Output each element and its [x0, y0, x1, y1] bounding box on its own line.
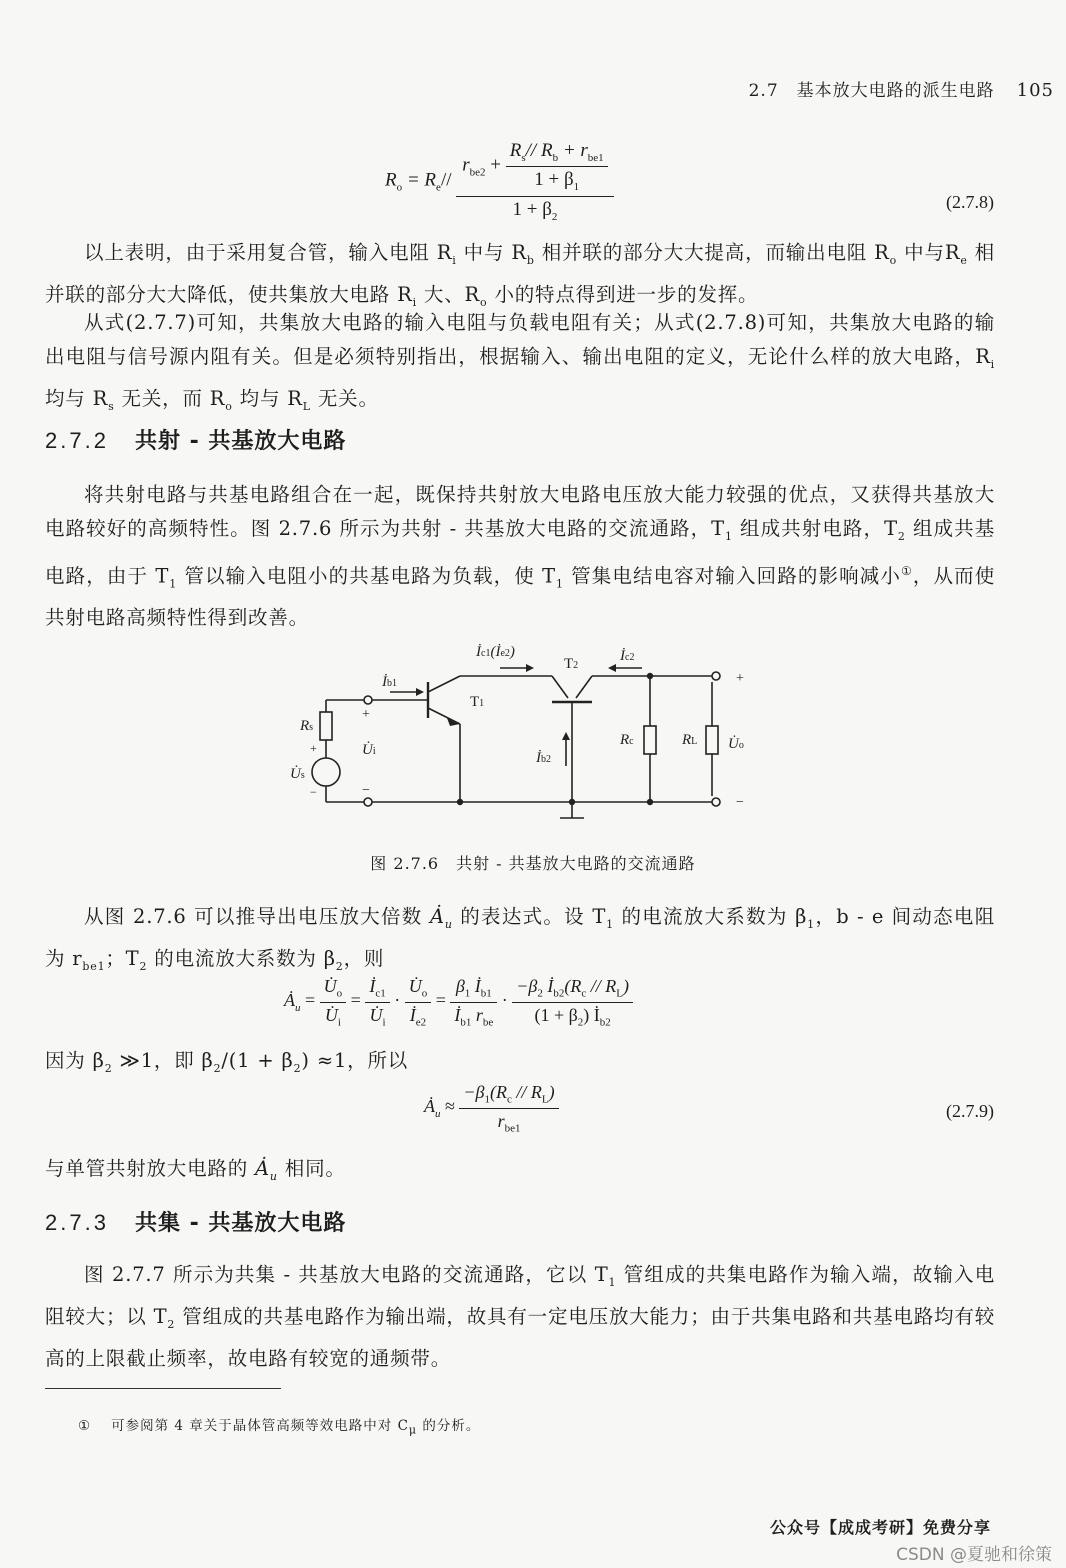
rl-label: RL: [682, 732, 698, 748]
equation-2-7-9: $Ȧ_u$ ≈ $\frac{-\beta_1(R_c // R_L)}{r_{be1}}$: [424, 1082, 559, 1134]
uo-plus: +: [736, 671, 744, 686]
ib1-label: İb1: [382, 674, 397, 690]
watermark-csdn: CSDN @夏驰和徐策: [896, 1545, 1052, 1565]
us-label: U̇s: [290, 766, 305, 782]
watermark-wechat: 公众号【成成考研】免费分享: [770, 1518, 992, 1537]
us-source: [312, 758, 340, 786]
ui-plus: +: [362, 707, 370, 722]
circuit-diagram: [290, 630, 770, 830]
us-minus: −: [310, 785, 317, 799]
paragraph-3: 将共射电路与共基电路组合在一起，既保持共射放大电路电压放大能力较强的优点，又获得共基放大电路较好的高频特性。图 2.7.6 所示为共射 - 共基放大电路的交流通路，$T_1$ 组成共射电路，$T_2$ 组成共基电路，由于 $T_1$ 管以输入电阻小的共基电路为负载，使 $T_1$ 管集电结电容对输入回路的影响减小①，从而使共射电路高频特性得到改善。: [45, 483, 995, 630]
paragraph-6: 与单管共射放大电路的 $Ȧ_u$ 相同。: [45, 1157, 346, 1183]
paragraph-1: 以上表明，由于采用复合管，输入电阻 $R_i$ 中与 $R_b$ 相并联的部分大大提高，而输出电阻 $R_o$ 中与$R_e$ 相并联的部分大大降低，使共集放大电路 $R_i$ 大、$R_o$ 小的特点得到进一步的发挥。: [45, 241, 995, 309]
ib2-label: İb2: [536, 750, 551, 766]
equation-number-2-7-8: (2.7.8): [946, 192, 994, 212]
equation-gain: $Ȧ_u$ = $\frac{U̇_o}{U̇_i}$ = $\frac{İ_{c1}}{U̇_i}$ · $\frac{U̇_o}{İ_{e2}}$ = $\frac{\beta_1 İ_{b1}}{İ_{b1} r_{be}}$ · $\frac{-\beta_2 İ_{b2}(R_c // R_L)}{(1 + \beta_2) İ_{b2}}$: [284, 976, 633, 1028]
rc-label: Rc: [620, 732, 634, 748]
rl-resistor: [706, 726, 718, 754]
section-heading-2-7-3: 2.7.3 共集 - 共基放大电路: [45, 1210, 347, 1236]
footnote-ref: ①: [900, 563, 913, 578]
rs-resistor: [320, 712, 332, 740]
figure-caption: 图 2.7.6 共射 - 共基放大电路的交流通路: [370, 854, 696, 873]
paragraph-5: 因为 $\beta_2$ ≫1，即 $\beta_2/(1 + \beta_2) \approx 1$，所以: [45, 1049, 409, 1075]
uo-label: U̇o: [728, 736, 744, 752]
rc-resistor: [644, 726, 656, 754]
junction-dots: [416, 664, 653, 805]
paragraph-7: 图 2.7.7 所示为共集 - 共基放大电路的交流通路，它以 $T_1$ 管组成的共集电路作为输入端，故输入电阻较大；以 $T_2$ 管组成的共基电路作为输出端，故具有一定电压放大能力；由于共集电路和共基电路均有较高的上限截止频率，故电路有较宽的通频带。: [45, 1263, 995, 1370]
us-plus: +: [310, 741, 317, 755]
equation-2-7-8: $R_o = R_e//$ $r_{be2}$ + $\frac{R_s// R_b + r_{be1}}{1 + \beta_1}$ $1 + \beta_2$: [385, 140, 614, 222]
rs-label: Rs: [300, 718, 314, 734]
ic2-label: İc2: [620, 648, 635, 664]
paragraph-4: 从图 2.7.6 可以推导出电压放大倍数 $Ȧ_u$ 的表达式。设 $T_1$ 的电流放大系数为 $\beta_1$，b - e 间动态电阻为 $r_{be1}$；$T_2$ 的电流放大系数为 $\beta_2$，则: [45, 905, 995, 973]
paragraph-2: 从式(2.7.7)可知，共集放大电路的输入电阻与负载电阻有关；从式(2.7.8)可知，共集放大电路的输出电阻与信号源内阻有关。但是必须特别指出，根据输入、输出电阻的定义，无论什么样的放大电路，$R_i$ 均与 $R_s$ 无关，而 $R_o$ 均与 $R_L$ 无关。: [45, 311, 995, 413]
section-title: 2.7 基本放大电路的派生电路: [748, 81, 995, 101]
footnote-rule: [45, 1388, 281, 1389]
running-header: [694, 76, 1054, 101]
equation-number-2-7-9: (2.7.9): [946, 1101, 994, 1121]
t2-label: T2: [564, 656, 579, 672]
outer-fraction: $r_{be2}$ + $\frac{R_s// R_b + r_{be1}}{1 + \beta_1}$ $1 + \beta_2$: [456, 140, 613, 222]
page-number: 105: [1016, 80, 1054, 101]
footnote: ① 可参阅第 4 章关于晶体管高频等效电路中对 $C_\mu$ 的分析。: [78, 1418, 481, 1437]
t1-label: T1: [470, 694, 485, 710]
ui-minus: −: [362, 783, 370, 798]
uo-minus: −: [736, 795, 744, 810]
ic1-label: İc1(İe2): [476, 644, 515, 660]
ui-label: U̇i: [362, 742, 376, 758]
section-heading-2-7-2: 2.7.2 共射 - 共基放大电路: [45, 428, 347, 454]
